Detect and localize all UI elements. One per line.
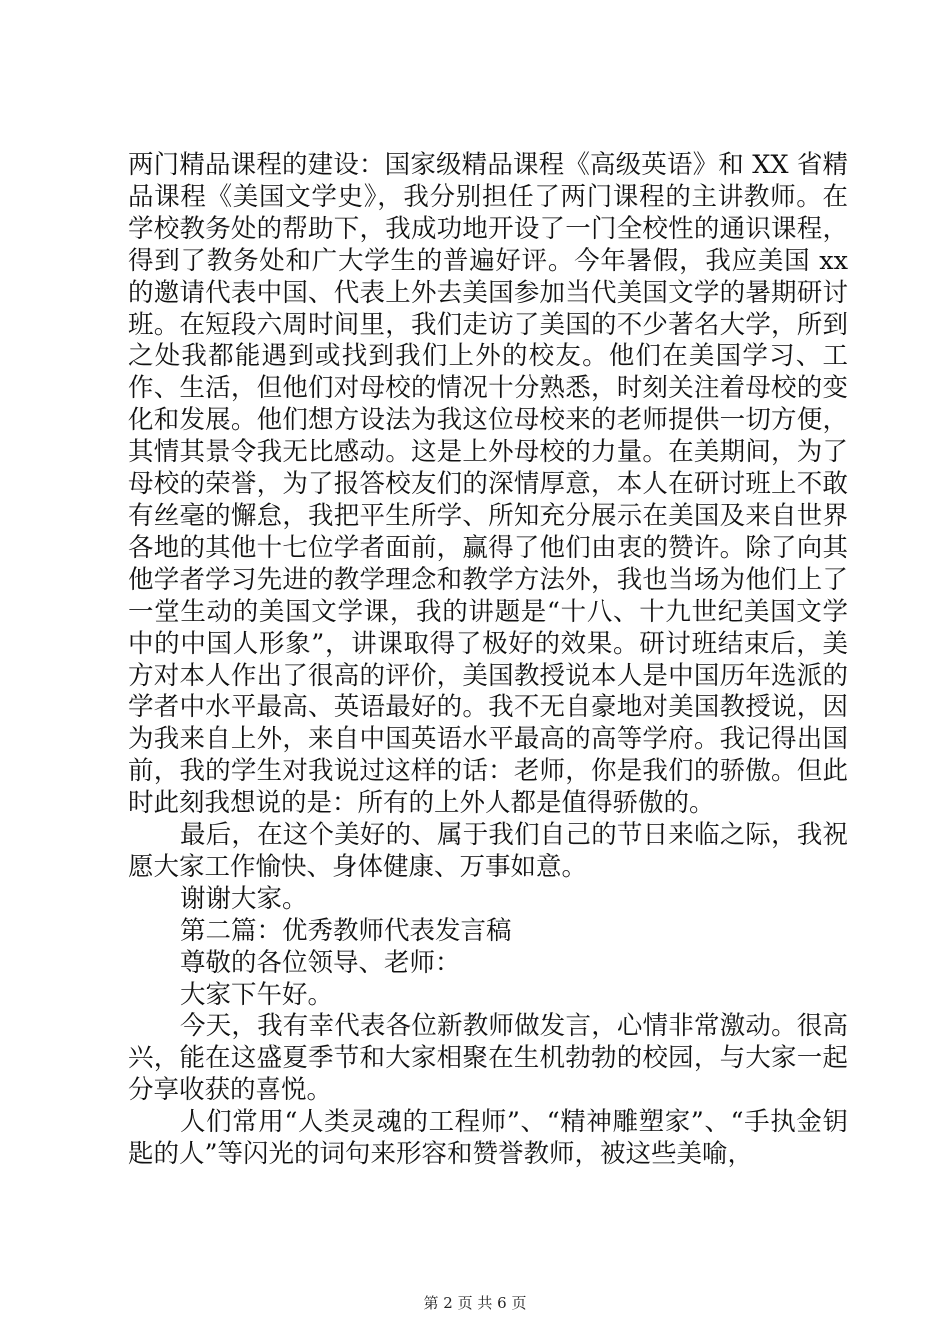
paragraph-7: 今天，我有幸代表各位新教师做发言，心情非常激动。很高兴，能在这盛夏季节和大家相聚在生机勃勃的校园，与大家一起分享收获的喜悦。 xyxy=(128,1011,848,1106)
paragraph-8: 人们常用“人类灵魂的工程师”、“精神雕塑家”、“手执金钥匙的人”等闪光的词句来形容和赞誉教师，被这些美喻， xyxy=(128,1107,848,1170)
paragraph-1: 两门精品课程的建设：国家级精品课程《高级英语》和 XX 省精品课程《美国文学史》，我分别担任了两门课程的主讲教师。在学校教务处的帮助下，我成功地开设了一门全校性的通识课程，得到了教务处和广大学生的普遍好评。今年暑假，我应美国 xx 的邀请代表中国、代表上外去美国参加当代美国文学的暑期研讨班。在短段六周时间里，我们走访了美国的不少著名大学，所到之处我都能遇到或找到我们上外的校友。他们在美国学习、工作、生活，但他们对母校的情况十分熟悉，时刻关注着母校的变化和发展。他们想方设法为我这位母校来的老师提供一切方便，其情其景令我无比感动。这是上外母校的力量。在美期间，为了母校的荣誉，为了报答校友们的深情厚意，本人在研讨班上不敢有丝毫的懈怠，我把平生所学、所知充分展示在美国及来自世界各地的其他十七位学者面前，赢得了他们由衷的赞许。除了向其他学者学习先进的教学理念和教学方法外，我也当场为他们上了一堂生动的美国文学课，我的讲题是“十八、十九世纪美国文学中的中国人形象”，讲课取得了极好的效果。研讨班结束后，美方对本人作出了很高的评价，美国教授说本人是中国历年选派的学者中水平最高、英语最好的。我不无自豪地对美国教授说，因为我来自上外，来自中国英语水平最高的高等学府。我记得出国前，我的学生对我说过这样的话：老师，你是我们的骄傲。但此时此刻我想说的是：所有的上外人都是值得骄傲的。 xyxy=(128,150,848,819)
page-footer: 第 2 页 共 6 页 xyxy=(423,1294,527,1312)
salutation: 尊敬的各位领导、老师： xyxy=(180,947,461,978)
section-heading: 第二篇：优秀教师代表发言稿 xyxy=(180,915,512,946)
paragraph-2: 最后，在这个美好的、属于我们自己的节日来临之际，我祝愿大家工作愉快、身体健康、万事如意。 xyxy=(128,820,848,882)
greeting: 大家下午好。 xyxy=(180,979,334,1010)
paragraph-3: 谢谢大家。 xyxy=(180,883,308,914)
document-body xyxy=(128,150,848,1171)
